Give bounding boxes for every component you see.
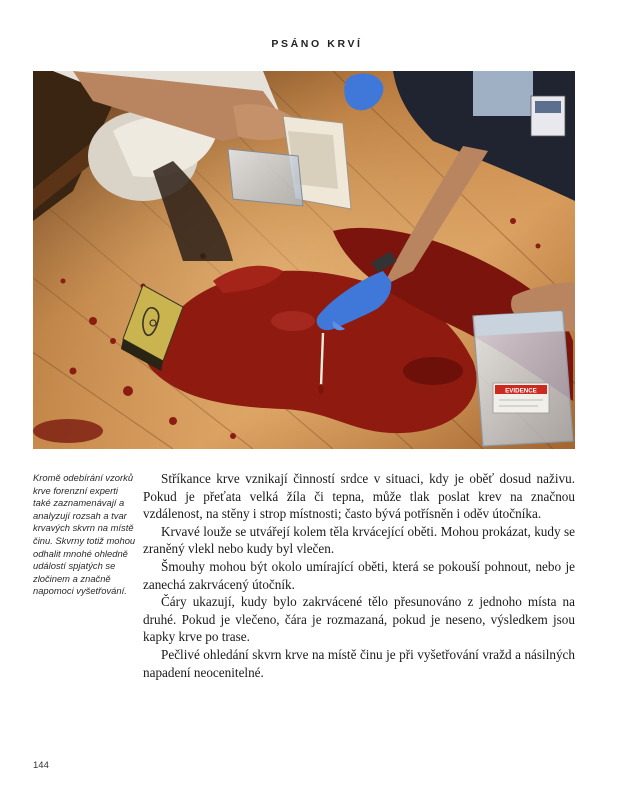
crime-scene-photo <box>33 71 575 449</box>
body-text <box>143 470 575 681</box>
photo-caption: Kromě odebírání vzorků krve forenzní experti také zaznamenávají a analyzují rozsah a tvar krvavých skvrn na místě činu. Skvrny totiž mohou odhalit mnohé ohledně událostí spjatých se zločinem a značně napomoci vyšetřování. <box>33 472 136 597</box>
page-number: 144 <box>33 760 49 771</box>
paragraph-smears: Šmouhy mohou být okolo umírající oběti, která se pokouší pohnout, nebo je zanechá zakrvácený útočník. <box>143 558 575 592</box>
paragraph-conclusion: Pečlivé ohledání skvrn krve na místě činu je při vyšetřování vražd a násilných napadení neocenitelné. <box>143 646 575 680</box>
evidence-bag-small <box>228 149 303 206</box>
evidence-label: EVIDENCE <box>505 387 537 395</box>
swab-tip <box>319 384 324 394</box>
evidence-bag-large <box>473 311 573 446</box>
running-head: PSÁNO KRVÍ <box>271 38 363 50</box>
paragraph-trails: Čáry ukazují, kudy bylo zakrvácené tělo přesunováno z jednoho místa na druhé. Pokud je vlečeno, čára je rozmazaná, pokud je neseno, výsledkem jsou kapky krve po trase. <box>143 594 575 645</box>
paragraph-spatter: Stříkance krve vznikají činností srdce v situaci, kdy je oběť dosud naživu. Pokud je přeťata velká žíla či tepna, může tlak poslat krev na značnou vzdálenost, na stěny i strop místnosti; často bývá potřísněn i oděv útočníka. <box>143 471 575 522</box>
paragraph-pools: Krvavé louže se utvářejí kolem těla krvácející oběti. Mohou prokázat, kudy se zraněný vlekl nebo kudy byl vlečen. <box>143 523 575 557</box>
